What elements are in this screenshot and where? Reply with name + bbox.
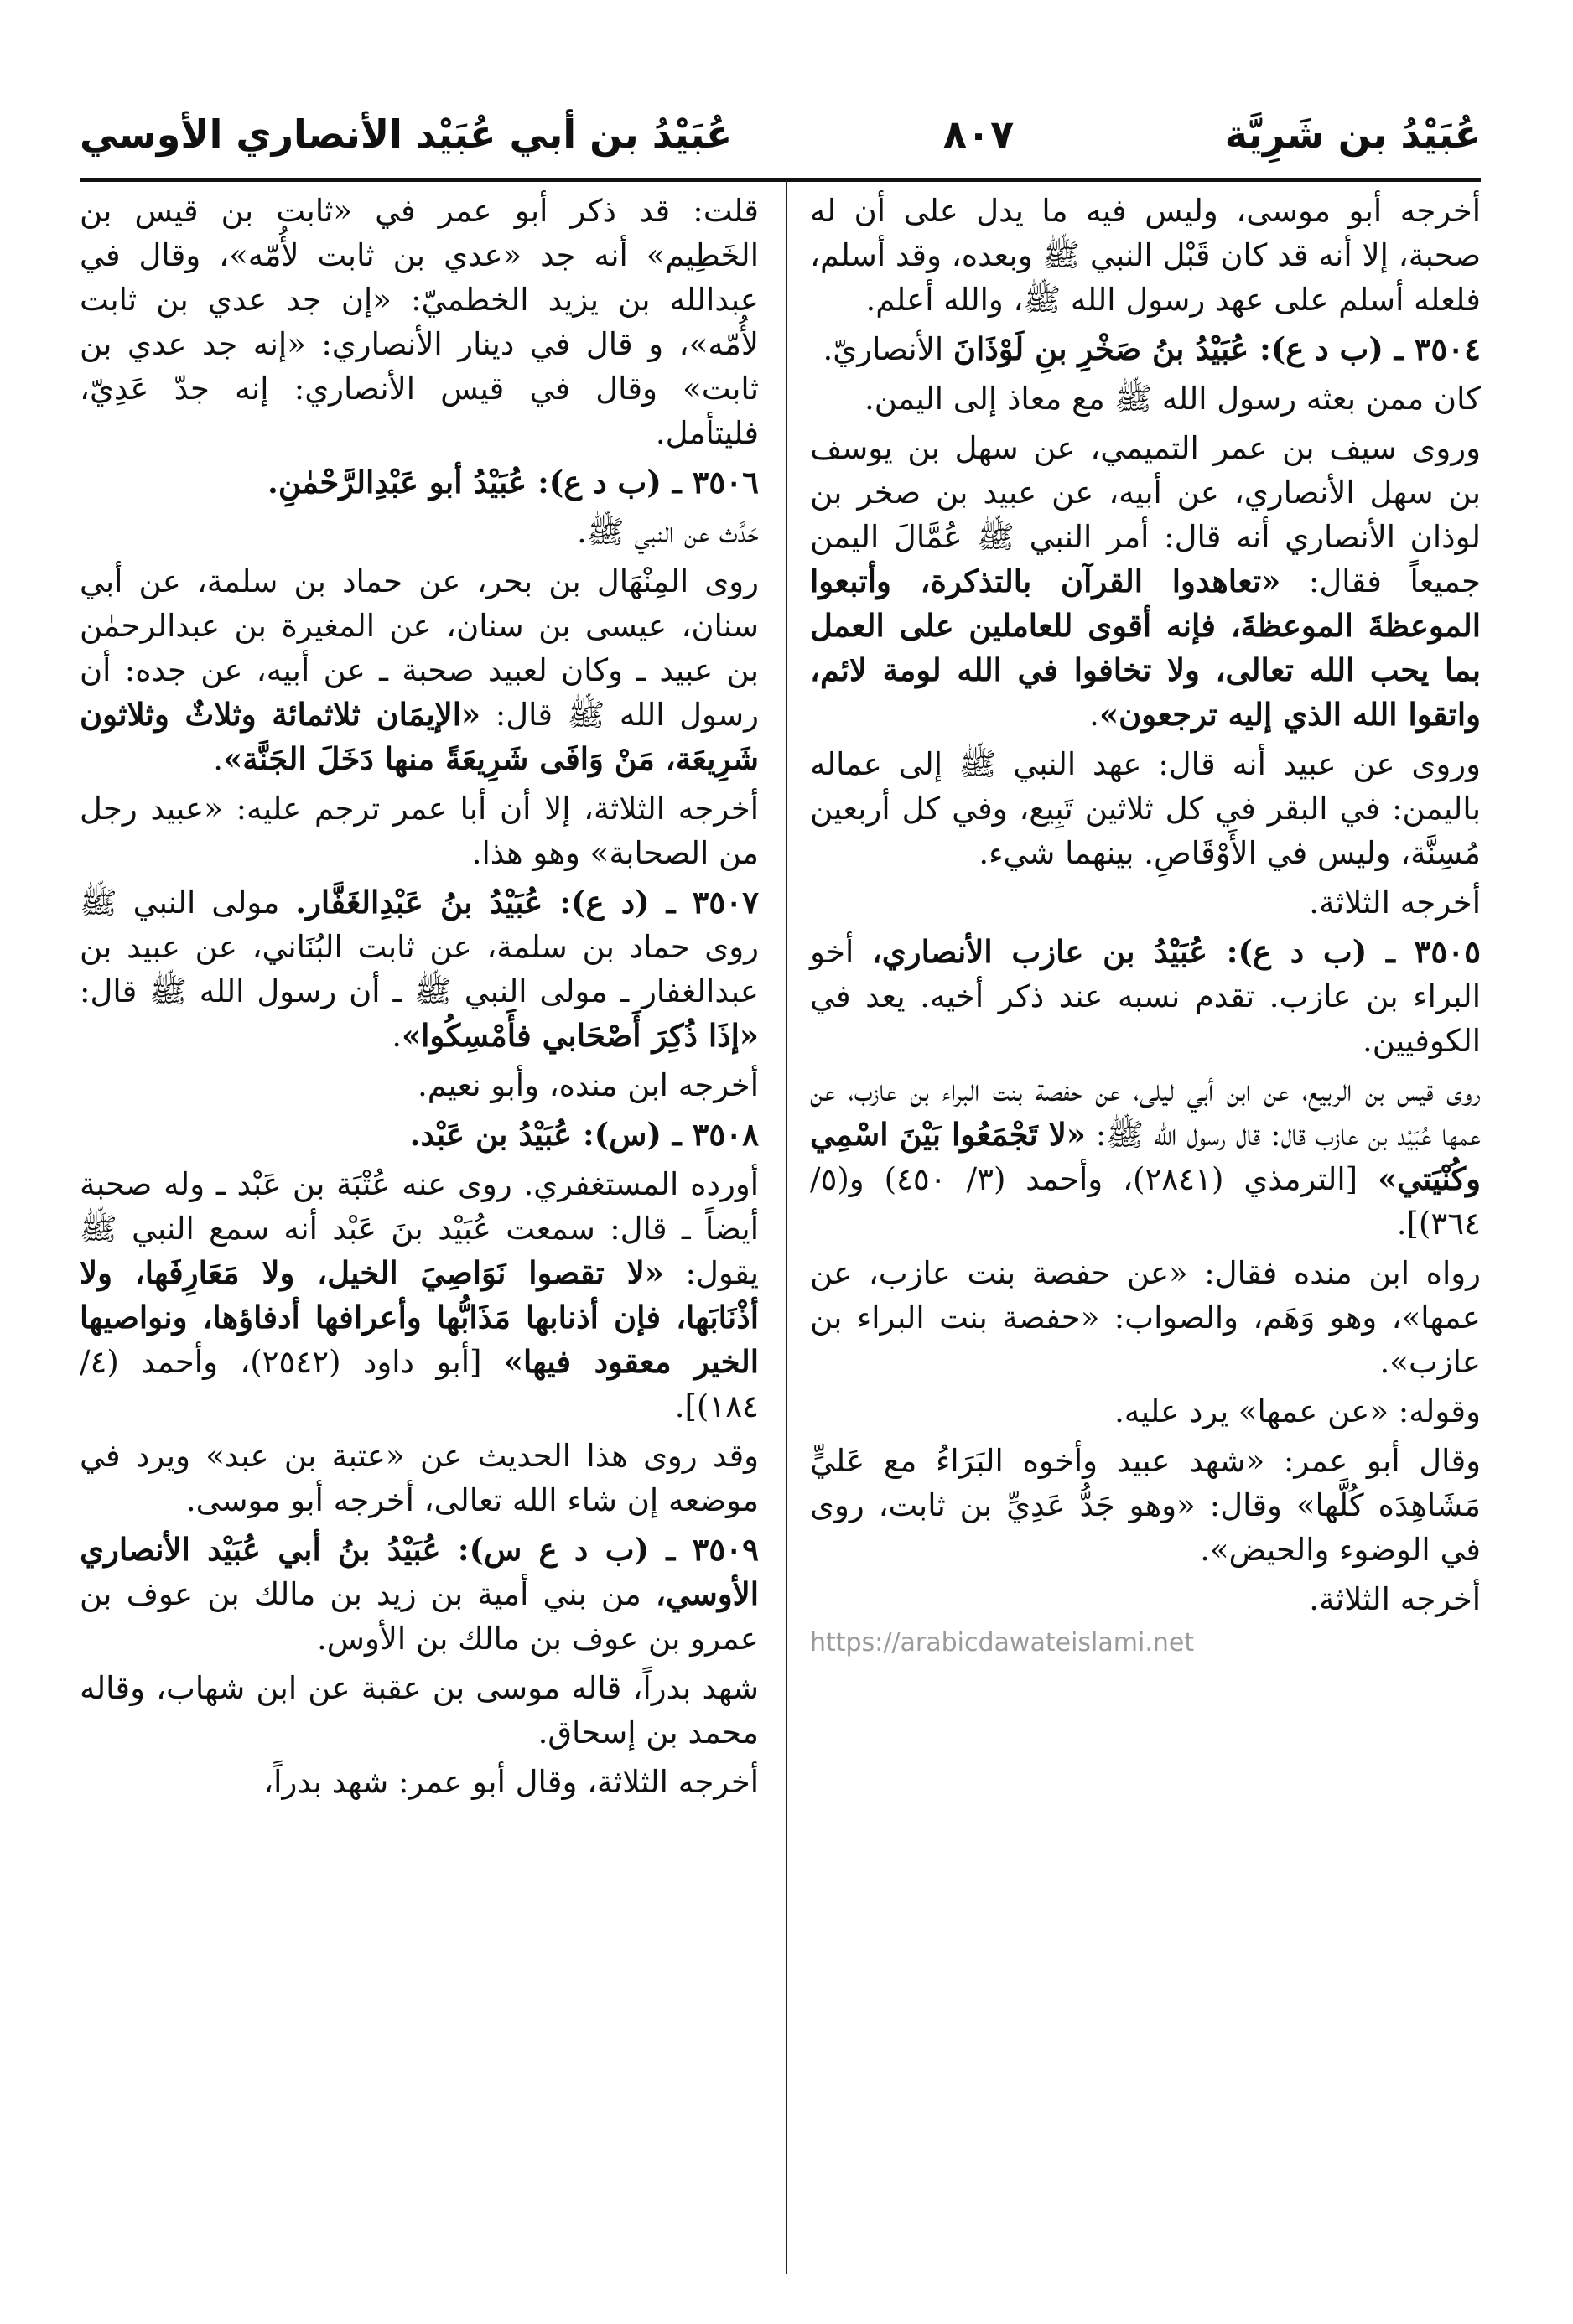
bold-text: «لا تَجْمَعُوا بَيْنَ اسْمِي وكُنْيَتي» bbox=[810, 1116, 1482, 1197]
paragraph bbox=[80, 559, 759, 781]
paragraph bbox=[80, 1666, 759, 1755]
paragraph bbox=[80, 189, 759, 455]
paragraph bbox=[80, 1063, 759, 1108]
text: وقد روى هذا الحديث عن «عتبة بن عبد» ويرد في موضعه إن شاء الله تعالى، أخرجه أبو موسى. bbox=[80, 1438, 759, 1518]
paragraph bbox=[810, 1068, 1481, 1246]
bold-text: «إذَا ذُكِرَ أَصْحَابي فأَمْسِكُوا» bbox=[401, 1017, 759, 1054]
text: شهد بدراً، قاله موسى بن عقبة عن ابن شهاب، وقاله محمد بن إسحاق. bbox=[80, 1670, 759, 1751]
text: . bbox=[1089, 697, 1099, 733]
text: وقال أبو عمر: «شهد عبيد وأخوه البَرَاءُ مع عَليٍّ مَشَاهِدَه كُلَّها» وقال: «وهو جَدُّ عَدِيِّ بن ثابت، روى في الوضوء والحيض». bbox=[810, 1443, 1481, 1568]
paragraph bbox=[810, 327, 1481, 371]
text: روى المِنْهَال بن بحر، عن حماد بن سلمة، عن أبي سنان، عيسى بن سنان، عن المغيرة بن عبدالرحمٰن بن عبيد ـ وكان لعبيد صحبة ـ عن أبيه، عن جده: أن رسول الله ﷺ قال: bbox=[80, 563, 759, 733]
page-number: ٨٠٧ bbox=[942, 112, 1015, 157]
text: رواه ابن منده فقال: «عن حفصة بنت عازب، عن عمها»، وهو وَهَم، والصواب: «حفصة بنت البراء بن عازب». bbox=[810, 1255, 1481, 1380]
text: روى قيس بن الربيع، عن ابن أبي ليلى، عن حفصة بنت البراء بن عازب، عن عمها عُبَيْد بن عازب قال: قال رسول الله ﷺ: bbox=[810, 1072, 1481, 1153]
text: . bbox=[213, 741, 224, 777]
text: حَدَّث عن النبي ﷺ. bbox=[577, 514, 759, 550]
paragraph bbox=[810, 1577, 1481, 1621]
bold-text: «الإيمَان ثلاثمائة وثلاثٌ وثلاثون شَرِيعَة، مَنْ وَافَى شَرِيعَةً منها دَخَلَ الجَنَّة» bbox=[80, 696, 759, 777]
paragraph bbox=[80, 1113, 759, 1157]
paragraph bbox=[80, 1434, 759, 1523]
watermark-url: https://arabicdawateislami.net bbox=[810, 1628, 1195, 1657]
text: [أبو داود (٢٥٤٢)، وأحمد (٤/ ١٨٤)]. bbox=[80, 1344, 759, 1424]
bold-text: ٣٥٠٨ ـ (س): عُبَيْدُ بن عَبْد. bbox=[409, 1116, 759, 1153]
bold-text: «تعاهدوا القرآن بالتذكرة، وأتبعوا الموعظةَ الموعظةَ، فإنه أقوى للعاملين على العمل بما يحب الله تعالى، ولا تخافوا في الله لومة لائم، واتقوا الله الذي إليه ترجعون» bbox=[810, 563, 1481, 733]
paragraph bbox=[80, 510, 759, 554]
paragraph bbox=[80, 1162, 759, 1429]
text: أخرجه ابن منده، وأبو نعيم. bbox=[417, 1067, 759, 1103]
paragraph bbox=[810, 742, 1481, 875]
bold-text: ٣٥٠٤ ـ (ب د ع): عُبَيْدُ بنُ صَخْرِ بنِ لَوْذَانَ bbox=[953, 330, 1481, 367]
paragraph bbox=[810, 880, 1481, 925]
paragraph bbox=[80, 786, 759, 875]
text: أخرجه أبو موسى، وليس فيه ما يدل على أن له صحبة، إلا أنه قد كان قَبْل النبي ﷺ وبعده، وقد أسلم، فلعله أسلم على عهد رسول الله ﷺ، والله أعلم. bbox=[810, 193, 1481, 318]
header-rule bbox=[80, 178, 1481, 182]
text: الأنصاريّ. bbox=[823, 331, 953, 367]
page-header bbox=[80, 105, 1481, 176]
paragraph bbox=[810, 189, 1481, 322]
text: مولى النبي ﷺ روى حماد بن سلمة، عن ثابت البُنَاني، عن عبيد بن عبدالغفار ـ مولى النبي ﷺ ـ أن رسول الله ﷺ قال: bbox=[80, 884, 759, 1009]
column-divider bbox=[786, 180, 787, 2274]
paragraph bbox=[810, 1251, 1481, 1384]
paragraph bbox=[80, 1528, 759, 1661]
paragraph bbox=[810, 376, 1481, 421]
text: أخرجه الثلاثة. bbox=[1309, 884, 1481, 921]
text: وروى سيف بن عمر التميمي، عن سهل بن يوسف بن سهل الأنصاري، عن أبيه، عن عبيد بن صخر بن لوذان الأنصاري أنه قال: أمر النبي ﷺ عُمَّالَ اليمن جميعاً فقال: bbox=[810, 430, 1481, 599]
paragraph bbox=[810, 1389, 1481, 1434]
text: قلت: قد ذكر أبو عمر في «ثابت بن قيس بن الخَطِيم» أنه جد «عدي بن ثابت لأُمّه»، وقال في عبدالله بن يزيد الخطميّ: «إن جد عدي بن ثابت لأُمّه»، و قال في دينار الأنصاري: «إنه جد عدي بن ثابت» وقال في قيس الأنصاري: إنه جدّ عَدِيّ، فليتأمل. bbox=[80, 193, 759, 451]
right-column bbox=[810, 189, 1481, 1660]
paragraph bbox=[810, 1439, 1481, 1572]
text: وروى عن عبيد أنه قال: عهد النبي ﷺ إلى عماله باليمن: في البقر في كل ثلاثين تَبِيع، وفي كل أربعين مُسِنَّة، وليس في الأَوْقَاصِ. بينهما شيء. bbox=[810, 746, 1481, 871]
bold-text: ٣٥٠٥ ـ (ب د ع): عُبَيْدُ بن عازب الأنصاري، bbox=[871, 933, 1481, 970]
bold-text: ٣٥٠٧ ـ (د ع): عُبَيْدُ بنُ عَبْدِالغَفَّار. bbox=[295, 884, 760, 921]
left-column bbox=[80, 189, 759, 1809]
paragraph bbox=[810, 426, 1481, 737]
text: أورده المستغفري. روى عنه عُتْبَة بن عَبْد ـ وله صحبة أيضاً ـ قال: سمعت عُبَيْد بنَ عَبْد أنه سمع النبي ﷺ يقول: bbox=[80, 1166, 759, 1291]
bold-text: ٣٥٠٩ ـ (ب د ع س): عُبَيْدُ بنُ أبي عُبَيْد الأنصاري الأوسي، bbox=[80, 1531, 759, 1612]
paragraph bbox=[80, 460, 759, 505]
paragraph bbox=[810, 930, 1481, 1063]
text: أخرجه الثلاثة. bbox=[1309, 1581, 1481, 1617]
text: أخرجه الثلاثة، وقال أبو عمر: شهد بدراً، bbox=[263, 1764, 759, 1800]
paragraph bbox=[80, 1760, 759, 1804]
text: كان ممن بعثه رسول الله ﷺ مع معاذ إلى اليمن. bbox=[864, 381, 1481, 417]
text: أخو البراء بن عازب. تقدم نسبه عند ذكر أخيه. يعد في الكوفيين. bbox=[810, 934, 1481, 1059]
running-title-left: عُبَيْدُ بن أبي عُبَيْد الأنصاري الأوسي bbox=[80, 112, 733, 157]
bold-text: ٣٥٠٦ ـ (ب د ع): عُبَيْدُ أبو عَبْدِالرَّحْمٰنِ. bbox=[267, 464, 759, 501]
bold-text: «لا تقصوا نَوَاصِيَ الخيل، ولا مَعَارِفَها، ولا أذْنَابَها، فإن أذنابها مَذَابُّها وأعرافها أدفاؤها، ونواصيها الخير معقود فيها» bbox=[80, 1254, 760, 1380]
text: وقوله: «عن عمها» يرد عليه. bbox=[1114, 1393, 1481, 1429]
text: أخرجه الثلاثة، إلا أن أبا عمر ترجم عليه: «عبيد رجل من الصحابة» وهو هذا. bbox=[80, 791, 759, 871]
running-title-right: عُبَيْدُ بن شَرِيَّة bbox=[1224, 112, 1481, 157]
text: . bbox=[392, 1018, 402, 1054]
text: من بني أمية بن زيد بن مالك بن عوف بن عمرو بن عوف بن مالك بن الأوس. bbox=[80, 1576, 759, 1657]
paragraph bbox=[80, 880, 759, 1058]
text: [الترمذي (٢٨٤١)، وأحمد (٣/ ٤٥٠) و(٥/ ٣٦٤)]. bbox=[810, 1161, 1481, 1242]
